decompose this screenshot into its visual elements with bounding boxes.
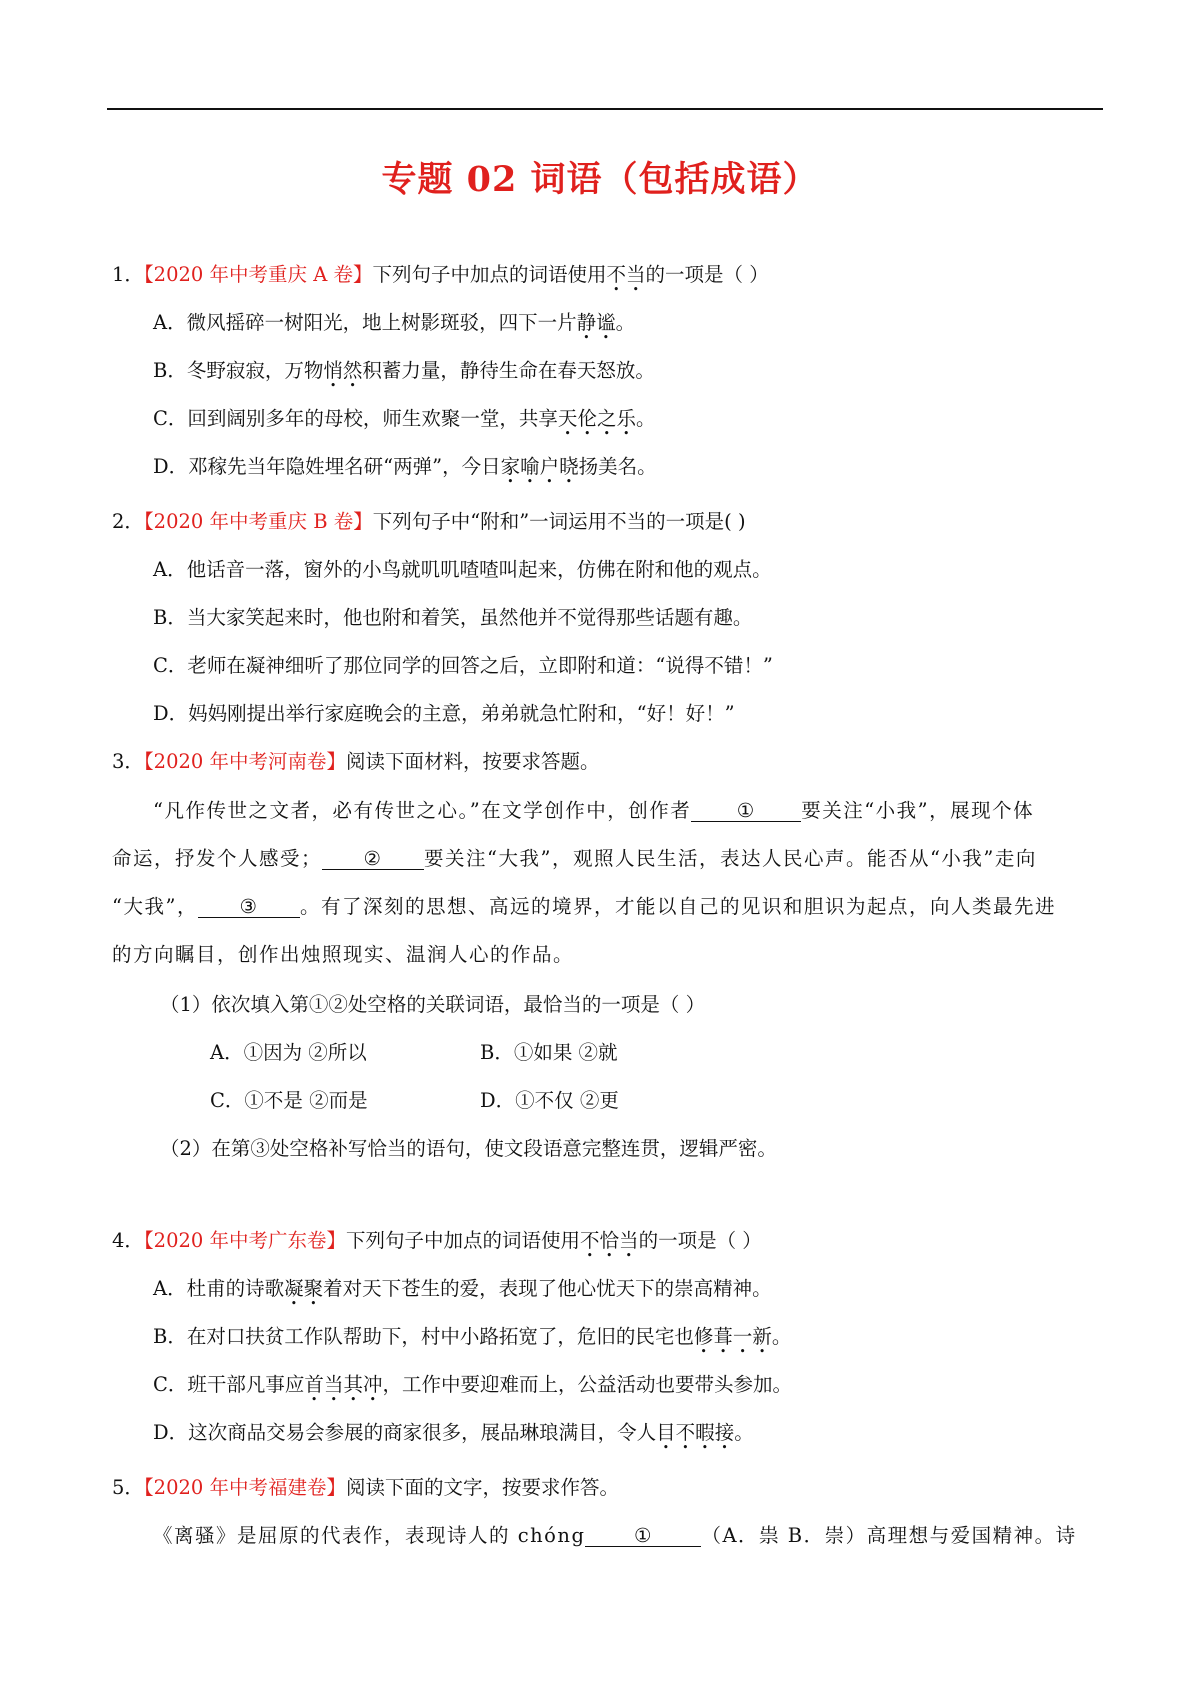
question-3-option-b: B．①如果 ②就 [480, 1041, 618, 1064]
answer-blank-5: ① [585, 1526, 701, 1547]
emphasis-dot-char: 然 [342, 359, 363, 382]
question-5-stem: 5．【2020 年中考福建卷】阅读下面的文字，按要求作答。 [112, 1476, 620, 1499]
emphasis-dot-char: 乐 [616, 407, 636, 430]
question-3-option-a: A．①因为 ②所以 [210, 1041, 367, 1064]
emphasis-dot-char: 当 [323, 1373, 344, 1396]
question-2-option-c: C．老师在凝神细听了那位同学的回答之后，立即附和道：“说得不错！” [153, 654, 773, 677]
question-number: 5． [112, 1476, 144, 1499]
emphasis-dot-char: 当 [626, 263, 646, 286]
source-tag: 【2020 年中考重庆 B 卷】 [143, 510, 373, 533]
emphasis-dot-char: 接 [714, 1421, 735, 1444]
question-4-option-b: B．在对口扶贫工作队帮助下，村中小路拓宽了，危旧的民宅也修葺一新。 [153, 1325, 792, 1348]
emphasis-dot-char: 凝 [284, 1277, 304, 1300]
emphasis-dot-char: 暇 [695, 1421, 715, 1444]
emphasis-dot-char: 其 [343, 1373, 363, 1396]
emphasis-dot-char: 不 [606, 263, 627, 286]
emphasis-dot-char: 当 [619, 1229, 639, 1252]
emphasis-dot-char: 一 [732, 1325, 753, 1348]
emphasis-dot-char: 之 [596, 407, 617, 430]
question-4-option-a: A．杜甫的诗歌凝聚着对天下苍生的爱，表现了他心忧天下的崇高精神。 [153, 1277, 772, 1300]
emphasis-dot-char: 新 [752, 1325, 772, 1348]
source-tag: 【2020 年中考广东卷】 [143, 1229, 346, 1252]
question-1-option-a: A．微风摇碎一树阳光，地上树影斑驳，四下一片静谧。 [153, 311, 636, 334]
emphasis-dot-char: 家 [500, 455, 521, 478]
question-1-stem: 1．【2020 年中考重庆 A 卷】下列句子中加点的词语使用不当的一项是（ ） [112, 263, 769, 286]
question-number: 2． [112, 510, 144, 533]
question-1-option-c: C．回到阔别多年的母校，师生欢聚一堂，共享天伦之乐。 [153, 407, 656, 430]
emphasis-dot-char: 目 [656, 1421, 676, 1444]
answer-blank-3: ③ [198, 897, 300, 918]
question-2-stem: 2．【2020 年中考重庆 B 卷】下列句子中“附和”一词运用不当的一项是( ) [112, 510, 746, 533]
emphasis-dot-char: 葺 [713, 1325, 733, 1348]
source-tag: 【2020 年中考重庆 A 卷】 [143, 263, 373, 286]
question-2-option-a: A．他话音一落，窗外的小鸟就叽叽喳喳叫起来，仿佛在附和他的观点。 [153, 558, 772, 581]
question-number: 4． [112, 1229, 144, 1252]
emphasis-dot-char: 天 [557, 407, 578, 430]
emphasis-dot-char: 谧 [596, 311, 616, 334]
emphasis-dot-char: 首 [304, 1373, 324, 1396]
emphasis-dot-char: 晓 [559, 455, 579, 478]
answer-blank-1: ① [691, 801, 801, 822]
emphasis-dot-char: 聚 [303, 1277, 324, 1300]
emphasis-dot-char: 户 [539, 455, 560, 478]
material-line-1: “凡作传世之文者，必有传世之心。”在文学创作中，创作者 ① 要关注“小我”，展现个体 [153, 799, 1035, 822]
question-3-stem: 3．【2020 年中考河南卷】阅读下面材料，按要求答题。 [112, 750, 600, 773]
answer-blank-2: ② [322, 849, 424, 870]
question-1-option-b: B．冬野寂寂，万物悄然积蓄力量，静待生命在春天怒放。 [153, 359, 655, 382]
question-3-sub-2: （2）在第③处空格补写恰当的语句，使文段语意完整连贯，逻辑严密。 [160, 1137, 777, 1160]
question-3-option-c: C．①不是 ②而是 [210, 1089, 368, 1112]
question-2-option-d: D．妈妈刚提出举行家庭晚会的主意，弟弟就急忙附和，“好！好！” [153, 702, 735, 725]
source-tag: 【2020 年中考河南卷】 [143, 750, 346, 773]
emphasis-dot-char: 不 [675, 1421, 696, 1444]
emphasis-dot-char: 不 [580, 1229, 600, 1252]
material-line-3: “大我”， ③ 。有了深刻的思想、高远的境界，才能以自己的见识和胆识为起点，向人类最先进 [112, 895, 1056, 918]
emphasis-dot-char: 冲 [362, 1373, 383, 1396]
emphasis-dot-char: 喻 [520, 455, 540, 478]
page-title: 专题 02 词语（包括成语） [381, 159, 819, 200]
emphasis-dot-char: 静 [576, 311, 597, 334]
material-line-2: 命运，抒发个人感受； ② 要关注“大我”，观照人民生活，表达人民心声。能否从“小我”走向 [112, 847, 1037, 870]
question-number: 3． [112, 750, 144, 773]
source-tag: 【2020 年中考福建卷】 [143, 1476, 346, 1499]
question-4-stem: 4．【2020 年中考广东卷】下列句子中加点的词语使用不恰当的一项是（ ） [112, 1229, 762, 1252]
question-1-option-d: D．邓稼先当年隐姓埋名研“两弹”，今日家喻户晓扬美名。 [153, 455, 657, 478]
emphasis-dot-char: 伦 [577, 407, 597, 430]
emphasis-dot-char: 恰 [599, 1229, 620, 1252]
emphasis-dot-char: 修 [693, 1325, 714, 1348]
material-line-5: 《离骚》是屈原的代表作，表现诗人的 chóng ① （A．祟 B．崇）高理想与爱国精神。诗 [153, 1524, 1077, 1547]
question-4-option-c: C．班干部凡事应首当其冲，工作中要迎难而上，公益活动也要带头参加。 [153, 1373, 792, 1396]
question-number: 1． [112, 263, 144, 286]
question-4-option-d: D．这次商品交易会参展的商家很多，展品琳琅满目，令人目不暇接。 [153, 1421, 754, 1444]
question-3-option-d: D．①不仅 ②更 [480, 1089, 619, 1112]
header-rule [107, 108, 1103, 110]
question-3-sub-1: （1）依次填入第①②处空格的关联词语，最恰当的一项是（ ） [160, 993, 706, 1016]
question-2-option-b: B．当大家笑起来时，他也附和着笑，虽然他并不觉得那些话题有趣。 [153, 606, 753, 629]
material-line-4: 的方向瞩目，创作出烛照现实、温润人心的作品。 [112, 943, 575, 966]
emphasis-dot-char: 悄 [323, 359, 343, 382]
